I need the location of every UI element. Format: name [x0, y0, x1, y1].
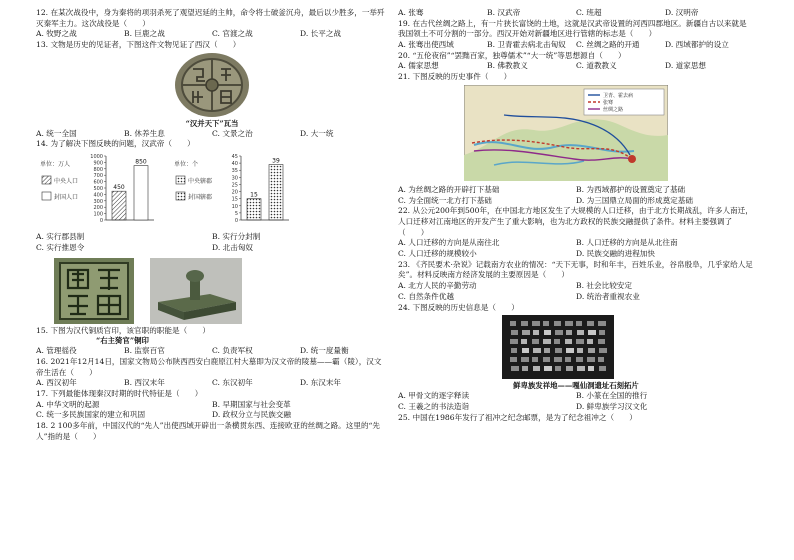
data-label: 15 — [250, 191, 258, 199]
bar — [134, 166, 148, 220]
question-22: 22. 从公元200年到500年，在中国北方地区发生了大规模的人口迁移，由于北方长期战乱，许多人南迁，人口迁移对江南地区的开发产生了重大影响，也为北方政权的民族交融提供了条件。材料主要强调了（ ） — [398, 206, 753, 237]
option[interactable]: C. 官渡之战 — [212, 29, 253, 39]
stone-rubbing-image — [502, 315, 614, 379]
question-24: 24. 下图反映的历史信息是（ ） — [398, 302, 519, 312]
option[interactable]: B. 实行分封制 — [212, 231, 261, 241]
option[interactable]: C. 为全面统一北方打下基础 — [398, 195, 492, 205]
question-19: 19. 在古代丝绸之路上，有一片狭长富饶的土地，这就是汉武帝设置的河西四郡地区。新疆自古以来就是我国领土不可分割的一部分。西汉开始对新疆地区进行管辖的标志是（ ） — [398, 18, 747, 39]
q23-options — [398, 281, 754, 303]
option[interactable]: A. 张骞出使西域 — [398, 39, 454, 49]
option[interactable]: D. 东汉末年 — [300, 378, 342, 388]
legend-entry: 中央辖郡 — [188, 177, 213, 185]
rubbing-glyph — [598, 321, 606, 326]
option[interactable]: B. 早期国家与社会变革 — [212, 399, 291, 409]
data-label: 39 — [272, 157, 280, 165]
question-20: 20. “五伦夜宿”“罢黜百家，独尊儒术”“大一统”等思想源自（ ） — [398, 50, 626, 60]
rubbing-glyph — [566, 366, 573, 371]
option[interactable]: B. 佛教教义 — [487, 61, 528, 71]
map-legend-2: 张骞 — [603, 99, 614, 106]
option[interactable]: A. 统一全国 — [36, 128, 77, 138]
rubbing-glyph — [577, 348, 583, 353]
q19-options — [398, 40, 754, 51]
option[interactable]: A. 为丝绸之路的开辟打下基础 — [398, 184, 500, 194]
q15-options — [36, 346, 388, 357]
rubbing-glyph — [543, 339, 551, 344]
option[interactable]: A. 北方人民的辛勤劳动 — [398, 280, 477, 290]
option[interactable]: B. 卫青霍去病北击匈奴 — [487, 39, 566, 49]
bar — [247, 199, 261, 220]
rubbing-glyph — [599, 348, 607, 353]
q24-options — [398, 391, 754, 413]
q14-options — [36, 232, 388, 254]
legend-swatch — [42, 176, 51, 184]
silk-road-map — [464, 85, 668, 181]
rubbing-glyph — [510, 339, 518, 344]
right-column — [398, 8, 754, 423]
legend-swatch — [176, 192, 185, 200]
rubbing-glyph — [598, 357, 604, 362]
rubbing-glyph — [587, 321, 594, 326]
question-12: 12. 在某次战役中，身为秦将的项羽杀死了观望迟延的主帅，命令将士破釜沉舟，最后以少胜多，一举歼灭秦军主力。这次战役是（ ） — [36, 8, 385, 28]
option[interactable]: B. 为西域都护的设置奠定了基础 — [576, 184, 686, 194]
y-tick-label: 600 — [93, 179, 103, 186]
rubbing-glyph — [544, 348, 550, 353]
chart-unit-label: 单位：万人 — [40, 160, 71, 168]
rubbing-glyph — [566, 348, 574, 353]
y-tick-label: 400 — [93, 192, 103, 199]
y-tick-label: 800 — [93, 166, 103, 173]
rubbing-glyph — [555, 366, 561, 371]
rubbing-glyph — [588, 330, 596, 335]
y-tick-label: 5 — [234, 210, 238, 217]
option[interactable]: D. 北击匈奴 — [212, 242, 254, 252]
rubbing-glyph — [554, 357, 562, 362]
chart-unit-label: 单位：个 — [174, 160, 199, 168]
rubbing-glyph — [522, 366, 528, 371]
rubbing-glyph — [533, 366, 540, 371]
rubbing-glyph — [533, 330, 539, 335]
map-legend-1: 卫青、霍去病 — [603, 92, 634, 99]
option[interactable]: C. 班超 — [576, 8, 602, 17]
question-23: 23. 《齐民要术·杂说》记载南方农业的情况：“天下无事，时和年丰，百姓乐业，谷帛殷阜，几乎家给人足矣”。材料反映南方经济发展的主要原因是（ ） — [398, 259, 753, 280]
rubbing-glyph — [533, 348, 541, 353]
y-tick-label: 100 — [93, 211, 103, 218]
map-legend-3: 丝绸之路 — [603, 106, 624, 113]
option[interactable]: C. 王羲之的书法造诣 — [398, 401, 470, 411]
question-14: 14. 为了解决下图反映的问题，汉武帝（ ） — [36, 139, 195, 149]
y-tick-label: 200 — [93, 205, 103, 212]
rubbing-figure — [398, 315, 754, 381]
y-tick-label: 40 — [231, 161, 238, 168]
rubbing-glyph — [599, 330, 605, 335]
y-tick-label: 10 — [231, 203, 238, 210]
q18-options — [398, 8, 754, 19]
rubbing-glyph — [511, 366, 519, 371]
charts-figure — [36, 150, 388, 232]
y-tick-label: 15 — [231, 196, 238, 203]
option[interactable]: D. 道家思想 — [665, 61, 707, 71]
option[interactable]: D. 大一统 — [300, 128, 334, 138]
y-tick-label: 1000 — [90, 153, 103, 160]
option[interactable]: C. 道教教义 — [576, 61, 617, 71]
q13-options — [36, 129, 388, 140]
data-label: 450 — [113, 184, 125, 192]
y-tick-label: 0 — [99, 217, 103, 224]
rubbing-glyph — [532, 321, 540, 326]
option[interactable]: A. 甲骨文的逐字释读 — [398, 391, 470, 401]
rubbing-glyph — [532, 339, 539, 344]
q12-options — [36, 29, 388, 40]
rubbing-glyph — [543, 357, 550, 362]
rubbing-glyph — [544, 330, 551, 335]
option[interactable]: C. 人口迁移的规模较小 — [398, 248, 477, 258]
seal-face-image — [54, 258, 134, 324]
question-17: 17. 下列最能体现秦汉时期的时代特征是（ ） — [36, 388, 203, 398]
y-tick-label: 500 — [93, 185, 103, 192]
option[interactable]: D. 统一度量衡 — [300, 346, 349, 356]
option[interactable]: B. 监察百官 — [124, 346, 165, 356]
rubbing-glyph — [521, 357, 529, 362]
option[interactable]: D. 西域都护的设立 — [665, 39, 729, 49]
left-column — [36, 8, 388, 442]
question-18: 18. 2 100多年前，中国汉代的“先人”出使西域开辟出一条横贯东西、连接欧亚的丝绸之路。这里的“先人”指的是（ ） — [36, 421, 381, 441]
option[interactable]: A. 儒家思想 — [398, 61, 439, 71]
rubbing-glyph — [532, 357, 538, 362]
legend-entry: 中央人口 — [54, 177, 79, 185]
rubbing-glyph — [521, 339, 527, 344]
option[interactable]: C. 东汉初年 — [212, 378, 253, 388]
bar — [269, 165, 283, 220]
rubbing-glyph — [577, 366, 585, 371]
rubbing-glyph — [565, 321, 573, 326]
option[interactable]: D. 汉明帝 — [665, 8, 699, 17]
option[interactable]: D. 长平之战 — [300, 29, 342, 39]
option[interactable]: A. 实行郡县制 — [36, 231, 85, 241]
y-tick-label: 35 — [231, 168, 238, 175]
rubbing-glyph — [565, 339, 572, 344]
option[interactable]: B. 巨鹿之战 — [124, 29, 165, 39]
rubbing-glyph — [544, 366, 552, 371]
option[interactable]: B. 小篆在全国的推行 — [576, 391, 648, 401]
option[interactable]: C. 自然条件优越 — [398, 291, 454, 301]
y-tick-label: 700 — [93, 173, 103, 180]
y-tick-label: 20 — [231, 189, 238, 196]
y-tick-label: 45 — [231, 153, 238, 160]
rubbing-glyph — [576, 321, 582, 326]
option[interactable]: B. 西汉末年 — [124, 378, 165, 388]
option[interactable]: C. 文景之治 — [212, 128, 253, 138]
option[interactable]: A. 中华文明的起源 — [36, 399, 100, 409]
rubbing-glyph — [576, 339, 584, 344]
rubbing-glyph — [566, 330, 572, 335]
q21-options — [398, 185, 754, 207]
option[interactable]: A. 管理徭役 — [36, 346, 77, 356]
option[interactable]: D. 为三国鼎立局面的形成奠定基础 — [576, 195, 693, 205]
y-tick-label: 30 — [231, 175, 238, 182]
bar-charts — [36, 150, 336, 232]
data-label: 850 — [135, 158, 147, 166]
y-tick-label: 300 — [93, 198, 103, 205]
rubbing-glyph — [521, 321, 528, 326]
y-tick-label: 900 — [93, 160, 103, 167]
q22-options — [398, 238, 754, 260]
rubbing-glyph — [510, 321, 516, 326]
option[interactable]: C. 实行推恩令 — [36, 242, 85, 252]
option[interactable]: D. 政权分立与民族交融 — [212, 410, 291, 420]
seal-figure — [36, 258, 388, 326]
rubbing-glyph — [577, 330, 584, 335]
map-figure — [398, 85, 754, 183]
question-13: 13. 文物是历史的见证者，下图这件文物见证了西汉（ ） — [36, 39, 241, 49]
question-15: 15. 下图为汉代铜质官印，该官职的职能是（ ） — [36, 325, 210, 335]
option[interactable]: B. 社会比较安定 — [576, 280, 632, 290]
tile-end-caption: “汉并天下”瓦当 — [185, 118, 239, 128]
option[interactable]: B. 人口迁移的方向是从北往南 — [576, 238, 678, 248]
legend-swatch — [176, 176, 185, 184]
legend-entry: 封国人口 — [54, 193, 79, 201]
question-21: 21. 下图反映的历史事件（ ） — [398, 72, 512, 82]
rubbing-glyph — [587, 339, 593, 344]
bar — [112, 191, 126, 220]
option[interactable]: C. 丝绸之路的开通 — [576, 39, 640, 49]
tile-end-figure — [36, 51, 388, 119]
option[interactable]: A. 人口迁移的方向是从南往北 — [398, 238, 500, 248]
rubbing-glyph — [511, 348, 517, 353]
question-25: 25. 中国在1986年发行了祖冲之纪念邮票，是为了纪念祖冲之（ ） — [398, 412, 637, 422]
option[interactable]: C. 统一多民族国家的建立和巩固 — [36, 410, 146, 420]
rubbing-glyph — [576, 357, 583, 362]
q17-options — [36, 400, 388, 422]
rubbing-glyph — [588, 366, 594, 371]
rubbing-glyph — [543, 321, 549, 326]
rubbing-glyph — [588, 348, 595, 353]
option[interactable]: B. 汉武帝 — [487, 8, 521, 17]
option[interactable]: A. 西汉初年 — [36, 378, 77, 388]
rubbing-glyph — [555, 348, 562, 353]
q20-options — [398, 61, 754, 72]
q16-options — [36, 378, 388, 389]
rubbing-glyph — [599, 366, 606, 371]
seal-caption: “右主猗官”铜印 — [96, 336, 149, 346]
rubbing-glyph — [522, 330, 530, 335]
rubbing-caption: 鲜卑族发祥地——嘎仙洞遗址石刻拓片 — [513, 381, 639, 391]
option[interactable]: D. 鲜卑族学习汉文化 — [576, 401, 648, 411]
rubbing-glyph — [587, 357, 595, 362]
y-tick-label: 0 — [234, 217, 238, 224]
rubbing-glyph — [554, 321, 561, 326]
rubbing-glyph — [598, 339, 605, 344]
rubbing-glyph — [555, 330, 563, 335]
rubbing-glyph — [522, 348, 529, 353]
rubbing-glyph — [554, 339, 560, 344]
option[interactable]: C. 负责军权 — [212, 346, 253, 356]
question-16: 16. 2021年12月14日，国家文物局公布陕西西安白鹿原江村大墓即为汉文帝的陵墓——霸（陵），汉文帝生活在（ ） — [36, 356, 382, 377]
option[interactable]: B. 休养生息 — [124, 128, 165, 138]
tile-end-image — [173, 51, 251, 119]
seal-side-image — [150, 258, 242, 324]
rubbing-glyph — [565, 357, 571, 362]
rubbing-glyph — [511, 330, 518, 335]
option[interactable]: D. 民族交融的进程加快 — [576, 248, 655, 258]
option[interactable]: A. 牧野之战 — [36, 29, 77, 39]
option[interactable]: D. 统治者重视农业 — [576, 291, 640, 301]
y-tick-label: 25 — [231, 182, 238, 189]
legend-entry: 封国辖郡 — [188, 193, 213, 201]
rubbing-glyph — [510, 357, 517, 362]
option[interactable]: A. 张骞 — [398, 8, 424, 17]
legend-swatch — [42, 192, 51, 200]
